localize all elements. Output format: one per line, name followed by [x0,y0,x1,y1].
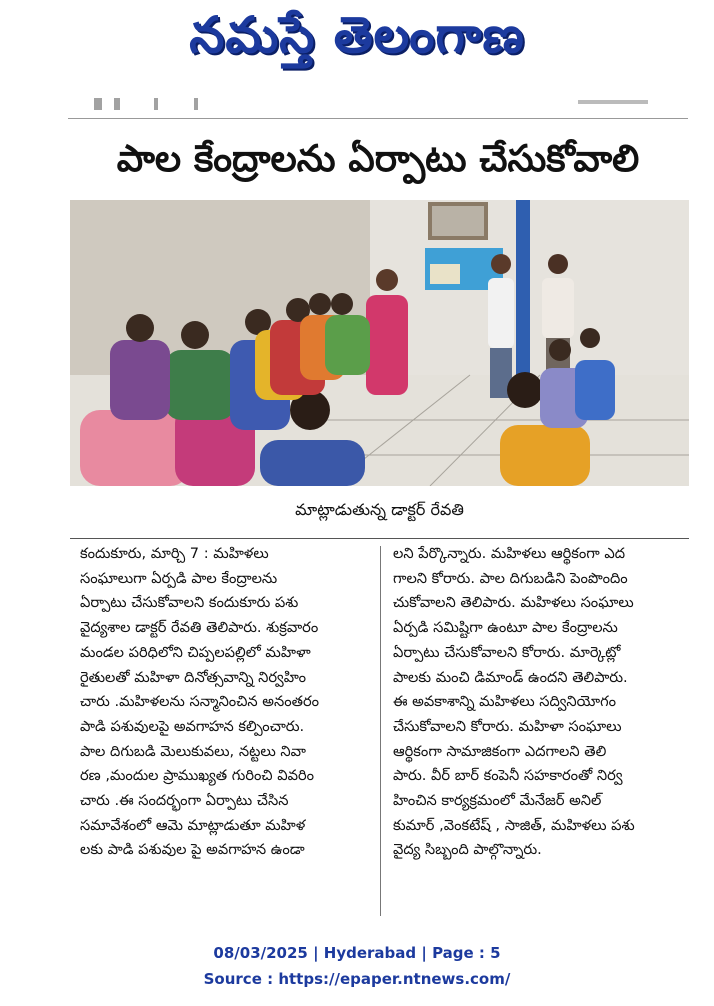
article-line: చారు .ఈ సందర్భంగా ఏర్పాటు చేసిన [80,792,289,810]
article-line: మండల పరిధిలోని చిప్పలపల్లిలో మహిళా [80,643,311,661]
article-headline: పాల కేంద్రాలను ఏర్పాటు చేసుకోవాలి [116,137,640,180]
article-line: ఏర్పడి సమిష్టిగా ఉంటూ పాల కేంద్రాలను [393,619,618,637]
meeting-photo-illustration [70,200,689,486]
article-line: ఏర్పాటు చేసుకోవాలని కోరారు. మార్కెట్లో [393,643,621,661]
article-line: హించిన కార్యక్రమంలో మేనేజర్ అనిల్ [393,792,602,810]
caption-rule [70,538,689,539]
article-line: సంఘాలుగా ఏర్పడి పాల కేంద్రాలను [80,569,278,587]
article-line: సమావేశంలో ఆమె మాట్లాడుతూ మహిళ [80,816,306,834]
source-link[interactable]: Source : https://epaper.ntnews.com/ [203,970,511,988]
article-line: ఆర్థికంగా సామాజికంగా ఎదగాలని తెలి [393,742,607,760]
epaper-footer [0,940,714,992]
article-line: పాల దిగుబడి మెలుకువలు, నట్టలు నివా [80,742,306,760]
photo-caption: మాట్లాడుతున్న డాక్టర్ రేవతి [295,500,464,519]
newspaper-logo: నమస్తే తెలంగాణ [189,6,525,64]
article-line: గాలని కోరారు. పాల దిగుబడిని పెంపొందిం [393,569,628,587]
article-line: ఏర్పాటు చేసుకోవాలని కందుకూరు పశు [80,594,299,612]
section-strip [68,96,688,119]
article-line: పాడి పశువులపై అవగాహన కల్పించారు. [80,717,305,735]
article-line: కందుకూరు, మార్చి 7 : మహిళలు [80,545,269,562]
dateline: 08/03/2025 | Hyderabad | Page : 5 [213,944,501,962]
article-line: ఈ అవకాశాన్ని మహిళలు సద్వినియోగం [393,693,616,711]
article-photo [70,200,689,486]
cropped-text-fragment-right [578,100,648,104]
article-line: చుకోవాలని తెలిపారు. మహిళలు సంఘాలు [393,594,634,612]
article-line: చారు .మహిళలను సన్మానించిన అనంతరం [80,693,319,711]
article-line: రణ ,మందుల ప్రాముఖ్యత గురించి వివరిం [80,767,315,785]
article-line: చేసుకోవాలని కోరారు. మహిళా సంఘాలు [393,717,622,735]
article-line: వైద్య సిబ్బంది పాల్గొన్నారు. [393,841,542,859]
article-line: లకు పాడి పశువుల పై అవగాహన ఉండా [80,841,305,859]
article-column-right [393,542,683,863]
article-line: రైతులతో మహిళా దినోత్సవాన్ని నిర్వహిం [80,668,307,686]
article-line: వైద్యశాల డాక్టర్ రేవతి తెలిపారు. శుక్రవారం [80,619,319,637]
article-line: పారు. వీర్ బార్ కంపెనీ సహకారంతో నిర్వ [393,767,623,785]
article-line: పాలకు మంచి డిమాండ్ ఉందని తెలిపారు. [393,668,628,686]
article-line: లని పేర్కొన్నారు. మహిళలు ఆర్థికంగా ఎద [393,545,626,562]
column-divider [380,546,381,916]
speaker-figure [366,295,408,395]
masthead [0,0,714,88]
article-column-left [80,542,370,863]
article-line: కుమార్ ,వెంకటేష్ , సాజిత్, మహిళలు పశు [393,816,635,834]
pillar [516,200,530,375]
cropped-text-fragment [94,98,224,110]
